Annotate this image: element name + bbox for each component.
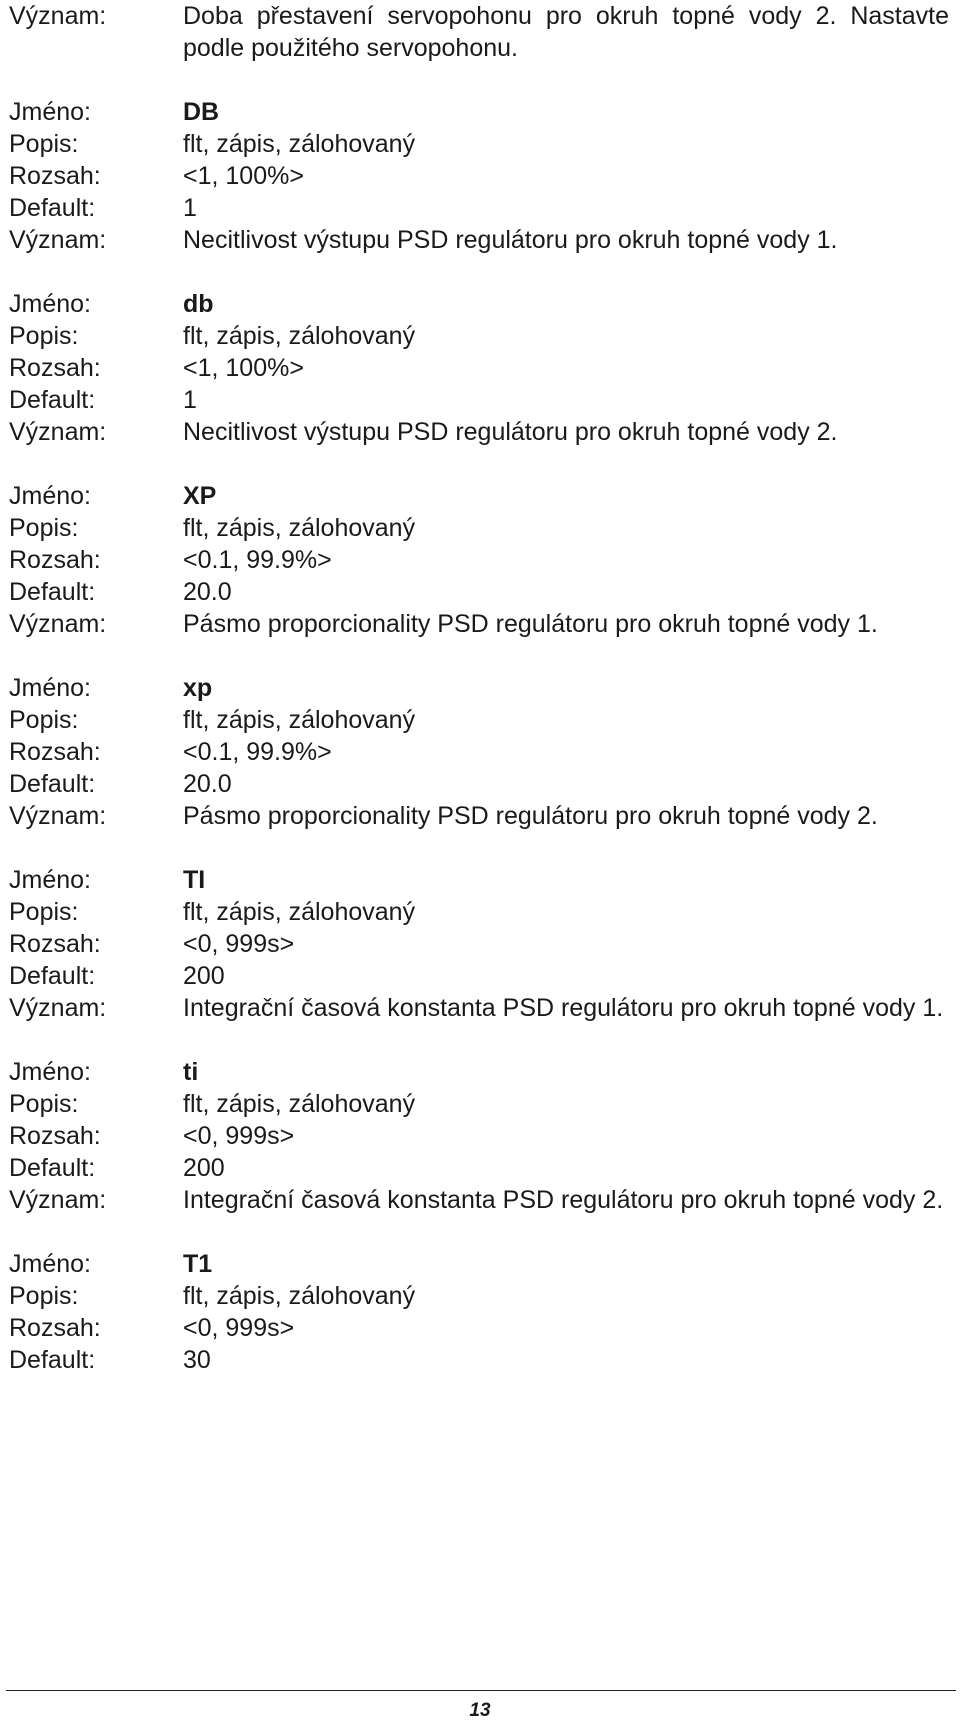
field-value-default: 20.0 — [183, 578, 232, 606]
field-value-popis: flt, zápis, zálohovaný — [183, 706, 416, 734]
field-label-rozsah: Rozsah: — [9, 738, 101, 766]
param-block-XP — [9, 480, 949, 640]
param-block-TI — [9, 864, 949, 1024]
field-label-vyznam: Význam: — [9, 802, 107, 830]
param-name-row — [9, 1056, 949, 1088]
param-block-db — [9, 288, 949, 448]
param-rozsah-row — [9, 352, 949, 384]
param-vyznam-row — [9, 608, 949, 640]
field-label-jmeno: Jméno: — [9, 674, 91, 702]
param-name: XP — [183, 482, 217, 510]
param-rozsah-row — [9, 1312, 949, 1344]
field-value-vyznam: Integrační časová konstanta PSD regulátoru pro okruh topné vody 1. — [183, 994, 944, 1022]
param-vyznam-row — [9, 1184, 949, 1216]
field-label-rozsah: Rozsah: — [9, 1122, 101, 1150]
block-gap — [9, 1216, 949, 1248]
param-rozsah-row — [9, 736, 949, 768]
field-value-default: 1 — [183, 386, 197, 414]
field-value-vyznam: Necitlivost výstupu PSD regulátoru pro okruh topné vody 1. — [183, 226, 838, 254]
field-value-rozsah: <0.1, 99.9%> — [183, 738, 332, 766]
field-label-jmeno: Jméno: — [9, 98, 91, 126]
field-value-default: 200 — [183, 962, 225, 990]
field-value-popis: flt, zápis, zálohovaný — [183, 1090, 416, 1118]
field-value-vyznam: Necitlivost výstupu PSD regulátoru pro okruh topné vody 2. — [183, 418, 838, 446]
field-label-jmeno: Jméno: — [9, 290, 91, 318]
field-label-rozsah: Rozsah: — [9, 1314, 101, 1342]
param-name: ti — [183, 1058, 199, 1086]
param-name-row — [9, 480, 949, 512]
field-value-rozsah: <0, 999s> — [183, 1122, 295, 1150]
field-label-rozsah: Rozsah: — [9, 546, 101, 574]
field-label-popis: Popis: — [9, 706, 79, 734]
param-popis-row — [9, 1088, 949, 1120]
param-name-row — [9, 1248, 949, 1280]
param-block-DB — [9, 96, 949, 256]
param-rozsah-row — [9, 928, 949, 960]
field-label-vyznam: Význam: — [9, 1186, 107, 1214]
param-rozsah-row — [9, 160, 949, 192]
param-name-row — [9, 288, 949, 320]
field-label-default: Default: — [9, 962, 96, 990]
param-rozsah-row — [9, 1120, 949, 1152]
field-value-default: 200 — [183, 1154, 225, 1182]
field-value-popis: flt, zápis, zálohovaný — [183, 1282, 416, 1310]
field-label-rozsah: Rozsah: — [9, 162, 101, 190]
field-label-rozsah: Rozsah: — [9, 930, 101, 958]
param-vyznam-row — [9, 416, 949, 448]
intro-vyznam-row — [9, 0, 949, 64]
param-vyznam-row — [9, 224, 949, 256]
field-value-vyznam: Integrační časová konstanta PSD regulátoru pro okruh topné vody 2. — [183, 1186, 944, 1214]
field-label-popis: Popis: — [9, 898, 79, 926]
param-name: TI — [183, 866, 206, 894]
field-label-default: Default: — [9, 578, 96, 606]
param-name: T1 — [183, 1250, 213, 1278]
field-value-popis: flt, zápis, zálohovaný — [183, 130, 416, 158]
field-label-popis: Popis: — [9, 514, 79, 542]
param-name: xp — [183, 674, 213, 702]
param-default-row — [9, 1152, 949, 1184]
param-popis-row — [9, 1280, 949, 1312]
field-label-vyznam: Význam: — [9, 418, 107, 446]
footer-divider — [6, 1690, 956, 1691]
param-name-row — [9, 96, 949, 128]
field-label-rozsah: Rozsah: — [9, 354, 101, 382]
param-default-row — [9, 192, 949, 224]
field-value-default: 30 — [183, 1346, 211, 1374]
param-name: DB — [183, 98, 220, 126]
field-label-default: Default: — [9, 386, 96, 414]
param-block-ti — [9, 1056, 949, 1216]
field-label-jmeno: Jméno: — [9, 1250, 91, 1278]
field-value-popis: flt, zápis, zálohovaný — [183, 898, 416, 926]
field-label-vyznam: Význam: — [9, 2, 107, 30]
field-label-jmeno: Jméno: — [9, 866, 91, 894]
field-value-rozsah: <0, 999s> — [183, 930, 295, 958]
field-label-jmeno: Jméno: — [9, 1058, 91, 1086]
block-gap — [9, 64, 949, 96]
param-default-row — [9, 960, 949, 992]
field-label-popis: Popis: — [9, 322, 79, 350]
block-gap — [9, 640, 949, 672]
field-value-rozsah: <0.1, 99.9%> — [183, 546, 332, 574]
field-value-default: 20.0 — [183, 770, 232, 798]
field-label-default: Default: — [9, 1154, 96, 1182]
field-value-rozsah: <1, 100%> — [183, 354, 304, 382]
block-gap — [9, 1024, 949, 1056]
block-gap — [9, 832, 949, 864]
param-popis-row — [9, 896, 949, 928]
field-label-jmeno: Jméno: — [9, 482, 91, 510]
param-default-row — [9, 1344, 949, 1376]
field-value-vyznam: Pásmo proporcionality PSD regulátoru pro okruh topné vody 2. — [183, 802, 878, 830]
param-default-row — [9, 768, 949, 800]
param-popis-row — [9, 704, 949, 736]
block-gap — [9, 256, 949, 288]
param-popis-row — [9, 128, 949, 160]
field-label-default: Default: — [9, 770, 96, 798]
field-value-vyznam: Pásmo proporcionality PSD regulátoru pro okruh topné vody 1. — [183, 610, 878, 638]
param-default-row — [9, 384, 949, 416]
field-label-vyznam: Význam: — [9, 994, 107, 1022]
param-block-xp — [9, 672, 949, 832]
param-popis-row — [9, 512, 949, 544]
field-label-default: Default: — [9, 194, 96, 222]
param-default-row — [9, 576, 949, 608]
param-popis-row — [9, 320, 949, 352]
param-block-T1 — [9, 1248, 949, 1376]
field-value-rozsah: <0, 999s> — [183, 1314, 295, 1342]
field-value-rozsah: <1, 100%> — [183, 162, 304, 190]
field-value-vyznam: Doba přestavení servopohonu pro okruh topné vody 2. Nastavte podle použitého servopohonu. — [183, 2, 949, 62]
field-label-default: Default: — [9, 1346, 96, 1374]
field-label-popis: Popis: — [9, 1282, 79, 1310]
field-label-popis: Popis: — [9, 130, 79, 158]
block-gap — [9, 448, 949, 480]
document-body — [9, 0, 949, 1376]
param-vyznam-row — [9, 800, 949, 832]
param-name: db — [183, 290, 214, 318]
param-rozsah-row — [9, 544, 949, 576]
page-number: 13 — [469, 1700, 491, 1721]
param-name-row — [9, 864, 949, 896]
field-value-popis: flt, zápis, zálohovaný — [183, 514, 416, 542]
param-vyznam-row — [9, 992, 949, 1024]
field-label-vyznam: Význam: — [9, 226, 107, 254]
field-label-vyznam: Význam: — [9, 610, 107, 638]
field-value-default: 1 — [183, 194, 197, 222]
param-name-row — [9, 672, 949, 704]
field-value-popis: flt, zápis, zálohovaný — [183, 322, 416, 350]
field-label-popis: Popis: — [9, 1090, 79, 1118]
